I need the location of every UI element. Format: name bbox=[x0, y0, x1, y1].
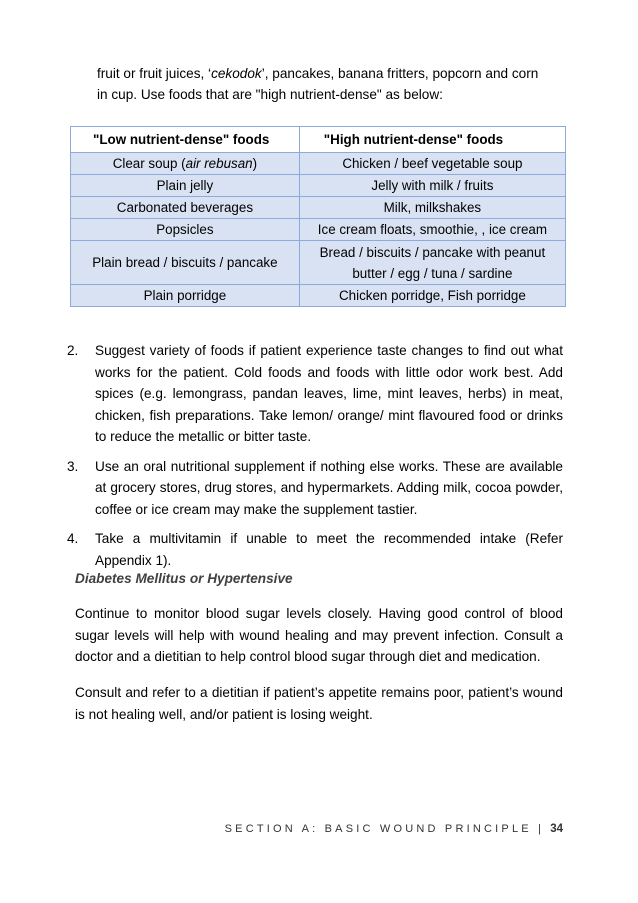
page-footer bbox=[225, 823, 563, 835]
cell-high: Milk, milkshakes bbox=[299, 197, 565, 219]
list-item bbox=[67, 528, 563, 571]
table-header-row bbox=[71, 127, 566, 153]
footer-separator: | bbox=[538, 823, 541, 835]
intro-text bbox=[97, 63, 563, 105]
cell-low: Carbonated beverages bbox=[71, 197, 300, 219]
page-number: 34 bbox=[550, 823, 563, 835]
section-heading: Diabetes Mellitus or Hypertensive bbox=[75, 571, 293, 586]
footer-section-label: SECTION A: BASIC WOUND PRINCIPLE bbox=[224, 823, 532, 835]
list-item-text: Take a multivitamin if unable to meet the recommended intake (Refer Appendix 1). bbox=[95, 531, 563, 568]
cell-low: Popsicles bbox=[71, 219, 300, 241]
list-item-number: 2. bbox=[67, 343, 79, 358]
list-item-text: Suggest variety of foods if patient experience taste changes to find out what works for the patient. Cold foods and foods with little odor work best. Add spices (e.g. lemongrass, pandan leaves, lime, mint leaves, herbs) in meat, chicken, fish preparations. Take lemon/ orange/ mint flavoured food or drinks to reduce the metallic or bitter taste. bbox=[95, 343, 563, 444]
list-item bbox=[67, 340, 563, 448]
table-row bbox=[71, 175, 566, 197]
table-row bbox=[71, 153, 566, 175]
cell-low: Plain porridge bbox=[71, 285, 300, 307]
numbered-list bbox=[67, 340, 563, 579]
table-row bbox=[71, 241, 566, 285]
cell-high: Chicken / beef vegetable soup bbox=[299, 153, 565, 175]
paragraph: Continue to monitor blood sugar levels closely. Having good control of blood sugar levels will help with wound healing and may prevent infection. Consult a doctor and a dietitian to help control blood sugar through diet and medication. bbox=[75, 606, 563, 664]
list-item-number: 4. bbox=[67, 531, 79, 546]
table-row bbox=[71, 197, 566, 219]
table-row bbox=[71, 219, 566, 241]
header-high-nutrient: "High nutrient-dense" foods bbox=[299, 127, 565, 153]
intro-line-1: fruit or fruit juices, ‘cekodok’, pancakes, banana fritters, popcorn and corn bbox=[97, 66, 539, 81]
paragraph: Consult and refer to a dietitian if patient’s appetite remains poor, patient’s wound is not healing well, and/or patient is losing weight. bbox=[75, 685, 563, 722]
list-item-number: 3. bbox=[67, 458, 79, 474]
table-row bbox=[71, 285, 566, 307]
cell-high: Chicken porridge, Fish porridge bbox=[299, 285, 565, 307]
cell-low: Plain jelly bbox=[71, 175, 300, 197]
cell-low: Plain bread / biscuits / pancake bbox=[71, 241, 300, 285]
list-item-text: Use an oral nutritional supplement if nothing else works. These are available at grocery stores, drug stores, and hypermarkets. Adding milk, cocoa powder, coffee or ice cream may make the supplement tastier. bbox=[95, 458, 563, 517]
nutrient-dense-foods-table bbox=[70, 126, 566, 307]
cell-high: Bread / biscuits / pancake with peanut butter / egg / tuna / sardine bbox=[299, 241, 565, 285]
cell-high: Ice cream floats, smoothie, , ice cream bbox=[299, 219, 565, 241]
intro-line-2: in cup. Use foods that are "high nutrient-dense" as below: bbox=[97, 87, 443, 102]
header-low-nutrient: "Low nutrient-dense" foods bbox=[71, 127, 300, 153]
cell-low: Clear soup (air rebusan) bbox=[71, 153, 300, 175]
cell-high: Jelly with milk / fruits bbox=[299, 175, 565, 197]
list-item bbox=[67, 456, 563, 521]
